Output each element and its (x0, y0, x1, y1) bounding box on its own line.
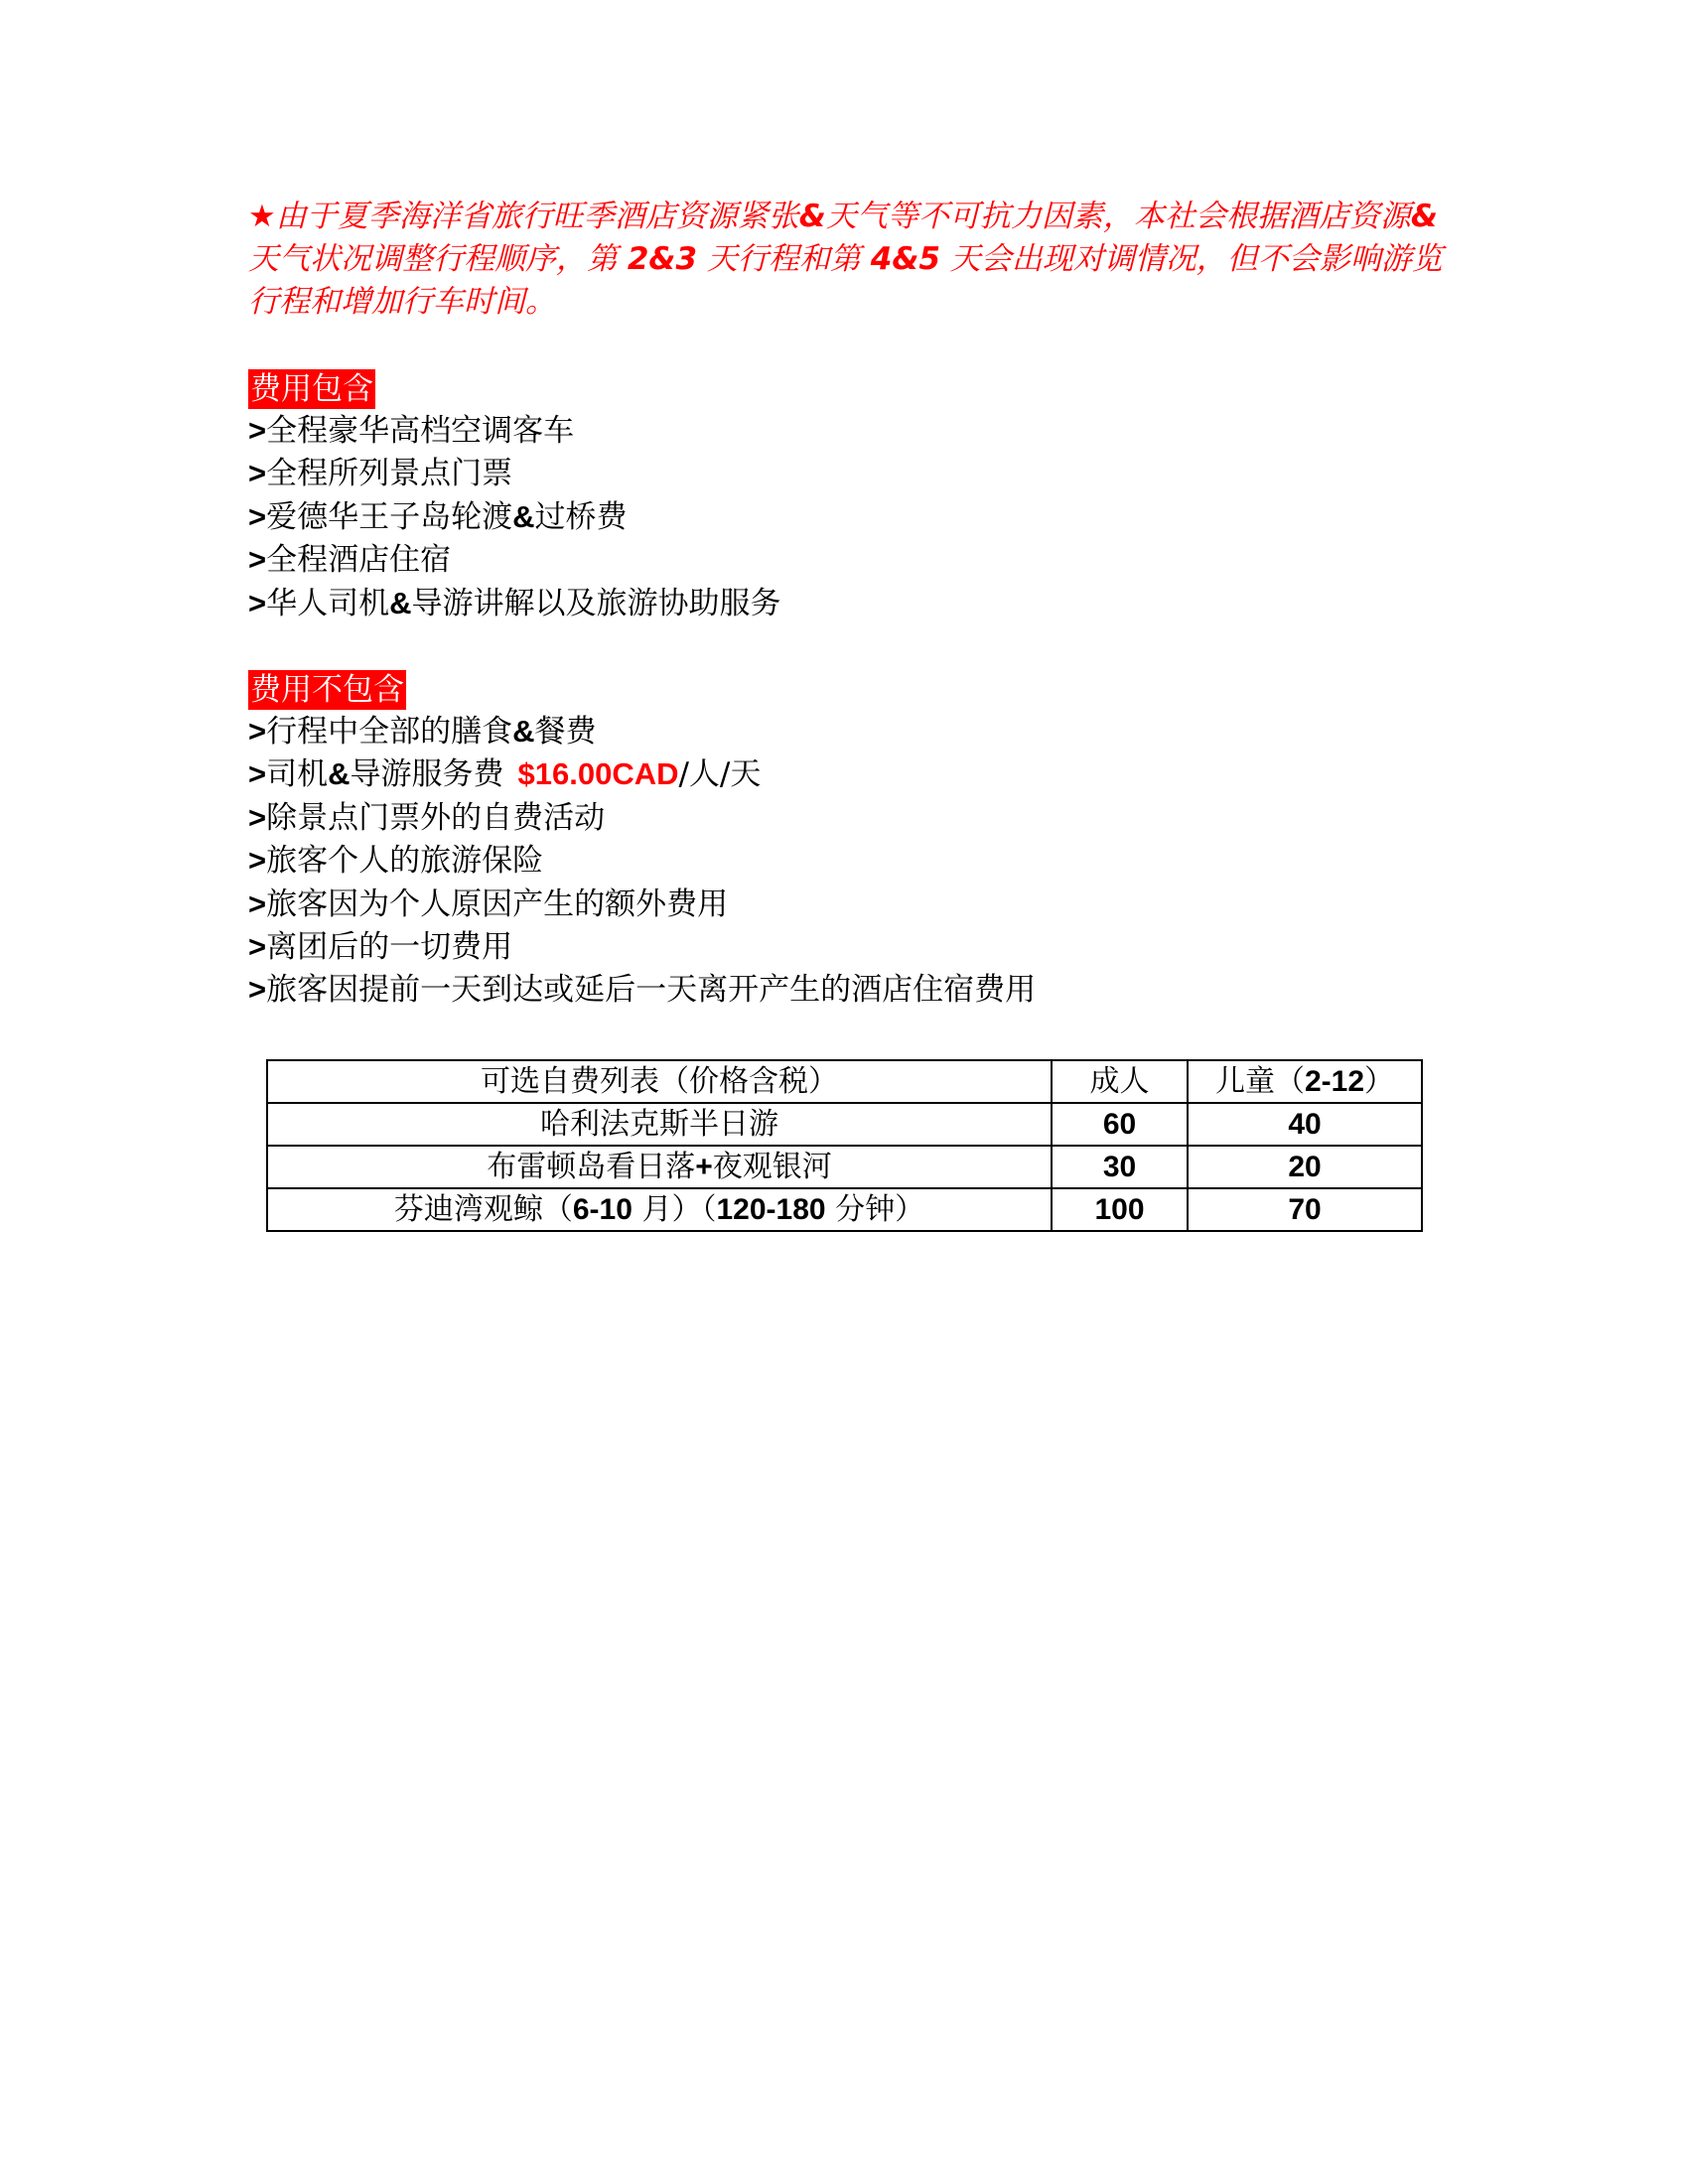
list-item: >除景点门票外的自费活动 (248, 799, 606, 836)
activity-name: 芬迪湾观鲸（6-10 月）（120-180 分钟） (267, 1188, 1052, 1231)
schedule-notice: ★由于夏季海洋省旅行旺季酒店资源紧张&天气等不可抗力因素，本社会根据酒店资源&天气状况调整行程顺序，第 2&3 天行程和第 4&5 天会出现对调情况，但不会影响游览行程和增加行车时间。 (248, 199, 1443, 320)
table-row (267, 1188, 1422, 1231)
header-adult: 成人 (1052, 1060, 1188, 1103)
header-child: 儿童（2-12） (1188, 1060, 1422, 1103)
included-section (248, 369, 1539, 624)
star-icon: ★ (248, 199, 276, 234)
list-item: >全程酒店住宿 (248, 542, 452, 579)
excluded-section (248, 670, 1539, 1012)
list-item: >爱德华王子岛轮渡&过桥费 (248, 498, 628, 535)
included-heading: 费用包含 (250, 371, 373, 407)
list-item: >全程豪华高档空调客车 (248, 413, 575, 449)
service-fee-price: $16.00CAD (517, 756, 679, 792)
table-row (267, 1103, 1422, 1146)
child-price: 20 (1188, 1146, 1422, 1188)
list-item: >旅客因为个人原因产生的额外费用 (248, 886, 729, 922)
adult-price: 60 (1052, 1103, 1188, 1146)
list-item: >离团后的一切费用 (248, 928, 513, 965)
activity-name: 布雷顿岛看日落+夜观银河 (267, 1146, 1052, 1188)
optional-fee-table (266, 1059, 1423, 1232)
list-item: >全程所列景点门票 (248, 456, 513, 492)
header-activity: 可选自费列表（价格含税） (267, 1060, 1052, 1103)
table-header-row (267, 1060, 1422, 1103)
child-price: 40 (1188, 1103, 1422, 1146)
excluded-heading: 费用不包含 (250, 672, 404, 708)
list-item: >行程中全部的膳食&餐费 (248, 714, 597, 750)
notice-text: 由于夏季海洋省旅行旺季酒店资源紧张 (275, 199, 799, 234)
adult-price: 30 (1052, 1146, 1188, 1188)
adult-price: 100 (1052, 1188, 1188, 1231)
list-item: >旅客因提前一天到达或延后一天离开产生的酒店住宿费用 (248, 972, 1037, 1009)
list-item: >华人司机&导游讲解以及旅游协助服务 (248, 585, 781, 621)
list-item: >旅客个人的旅游保险 (248, 843, 544, 880)
table-row (267, 1146, 1422, 1188)
list-item: >司机&导游服务费 $16.00CAD/人/天 (248, 756, 762, 793)
child-price: 70 (1188, 1188, 1422, 1231)
activity-name: 哈利法克斯半日游 (267, 1103, 1052, 1146)
